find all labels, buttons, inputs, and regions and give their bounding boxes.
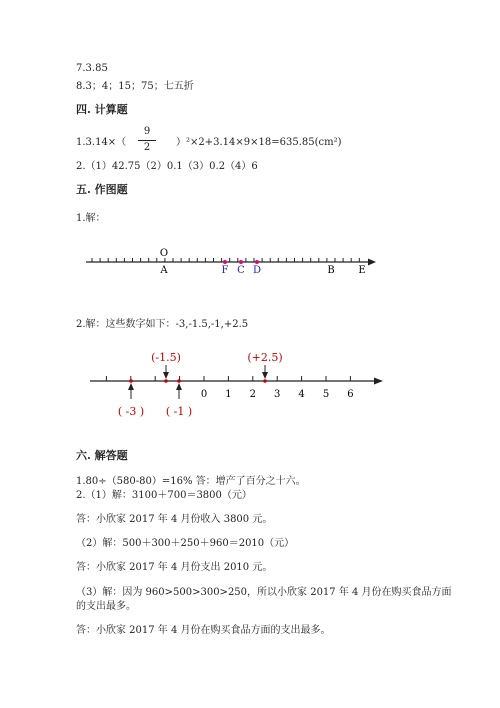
drawing-item2: 2.解：这些数字如下：-3,-1.5,-1,+2.5 <box>76 319 249 330</box>
section5-title: 五. 作图题 <box>76 183 128 196</box>
number-line-2 <box>90 351 383 418</box>
point-neg1-dot <box>177 379 181 383</box>
point-label-c: C <box>237 265 245 276</box>
point-label-e: E <box>358 265 366 276</box>
callout-neg1-5: (-1.5) <box>151 351 181 364</box>
solution-line8: 答：小欣家 2017 年 4 月份在购买食品方面的支出最多。 <box>76 625 331 636</box>
point-pos2-5-dot <box>263 379 267 383</box>
point-neg3-dot <box>129 379 133 383</box>
point-label-f: F <box>221 265 229 276</box>
fraction-denominator: 2 <box>143 142 151 153</box>
solution-line1: 1.80÷（580-80）=16% 答：增产了百分之十六。 <box>76 476 306 487</box>
number-line-2-tick-label: 5 <box>322 389 330 400</box>
calc-line2: 2.（1）42.75（2）0.1（3）0.2（4）6 <box>76 161 258 172</box>
number-line-2-tick-label: 4 <box>298 389 305 400</box>
calc-line1-prefix: 1.3.14×（ <box>76 137 127 148</box>
number-line-2-tick-label: 6 <box>347 389 354 400</box>
fraction-numerator: 9 <box>143 126 151 137</box>
callout-neg3: ( -3 ) <box>117 405 145 418</box>
solution-line7: 的支出最多。 <box>76 601 136 612</box>
solution-line6: （3）解：因为 960>500>300>250，所以小欣家 2017 年 4 月份在购买食品方面 <box>76 587 452 598</box>
point-d-dot <box>255 260 259 264</box>
point-label-a: A <box>160 265 168 276</box>
solution-line2: 2.（1）解：3100＋700＝3800（元） <box>76 490 252 501</box>
drawing-item1: 1.解： <box>76 213 106 224</box>
number-line-1 <box>86 248 376 276</box>
section4-title: 四. 计算题 <box>76 103 128 116</box>
solution-line4: （2）解：500＋300＋250＋960＝2010（元） <box>76 538 295 549</box>
answer-8: 8.3；4；15；75；七五折 <box>76 81 194 92</box>
solution-line3: 答：小欣家 2017 年 4 月份收入 3800 元。 <box>76 514 273 525</box>
calc-line1-suffix: ）²×2+3.14×9×18=635.85(cm²) <box>176 137 342 148</box>
point-neg1-5-dot <box>164 379 168 383</box>
point-f-dot <box>223 260 227 264</box>
point-label-o: O <box>159 248 169 259</box>
number-line-2-tick-label: 1 <box>225 389 232 400</box>
solution-line5: 答：小欣家 2017 年 4 月份支出 2010 元。 <box>76 562 273 573</box>
point-c-dot <box>239 260 243 264</box>
answer-7: 7.3.85 <box>76 63 108 74</box>
number-line-2-tick-label: 0 <box>200 389 208 400</box>
section6-title: 六. 解答题 <box>76 449 128 462</box>
number-line-2-tick-label: 2 <box>249 389 256 400</box>
callout-neg1: ( -1 ) <box>165 405 193 418</box>
number-line-2-tick-label: 3 <box>274 389 281 400</box>
callout-pos2-5: (+2.5) <box>247 351 283 364</box>
point-label-d: D <box>252 265 262 276</box>
point-label-b: B <box>327 265 335 276</box>
